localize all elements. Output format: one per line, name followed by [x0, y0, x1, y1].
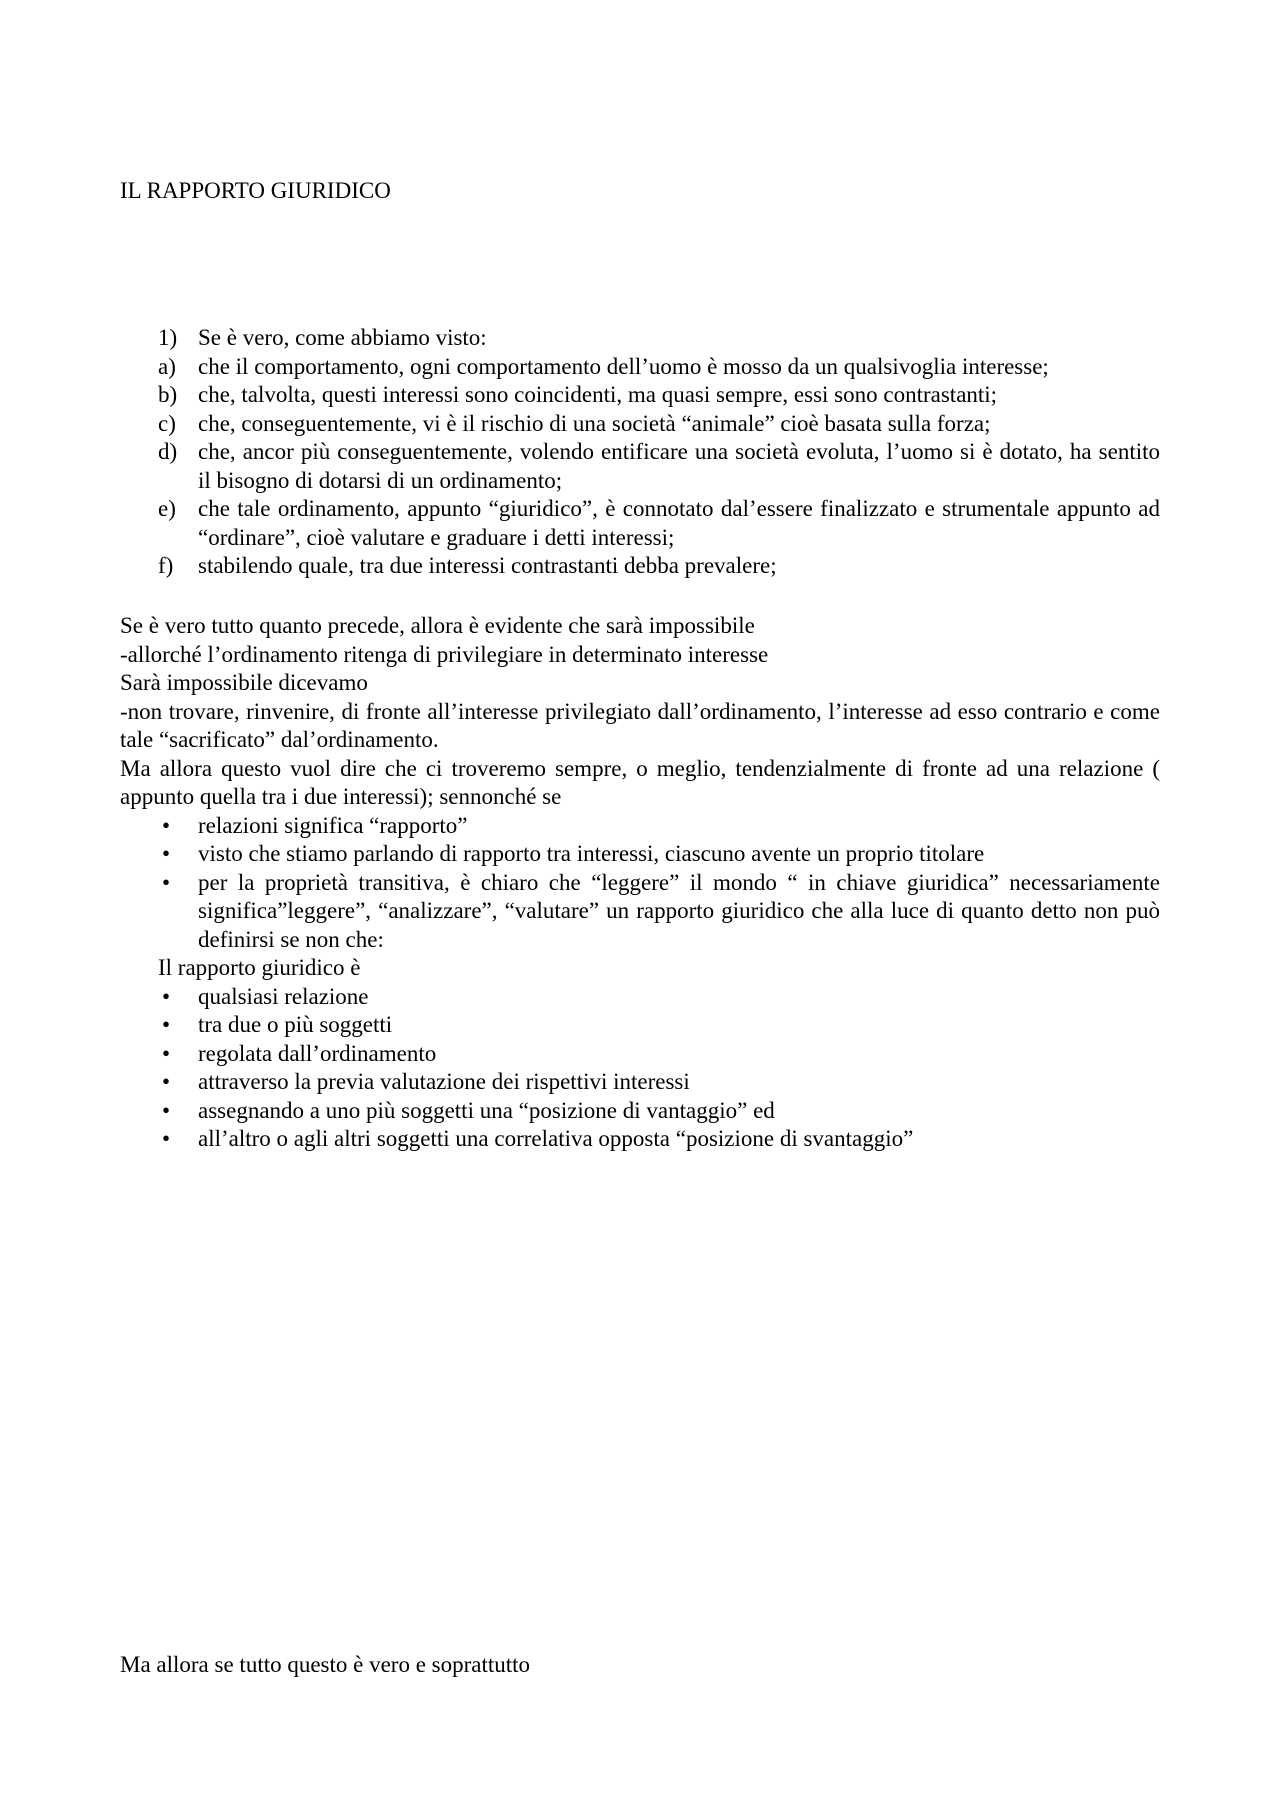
bullet-text: visto che stiamo parlando di rapporto tra interessi, ciascuno avente un proprio titolare	[198, 841, 985, 866]
list-item-text: che, conseguentemente, vi è il rischio di una società “animale” cioè basata sulla forza;	[198, 410, 991, 436]
bullet-item	[120, 1011, 1160, 1040]
bullet-item	[120, 1125, 1160, 1154]
bullet-text: regolata dall’ordinamento	[198, 1040, 437, 1066]
list-marker: 1)	[158, 325, 178, 350]
list-item	[120, 552, 1160, 581]
list-marker: d)	[158, 439, 178, 464]
list-marker: c)	[158, 410, 176, 436]
bullet-icon: •	[162, 869, 171, 895]
bullet-list-relations	[120, 812, 1160, 955]
list-item-text: che, talvolta, questi interessi sono coincidenti, ma quasi sempre, essi sono contrastanti;	[198, 382, 998, 407]
bullet-list-definition	[120, 983, 1160, 1154]
intro-list	[120, 324, 1160, 581]
list-marker: f)	[158, 553, 174, 578]
list-item-text: che tale ordinamento, appunto “giuridico”, è connotato dal’essere finalizzato e strumentale appunto ad “ordinare”, cioè valutare e graduare i detti interessi;	[198, 496, 1160, 550]
bullet-item	[120, 869, 1160, 955]
paragraph: -allorché l’ordinamento ritenga di privilegiare in determinato interesse	[120, 641, 769, 667]
bullet-item	[120, 1068, 1160, 1097]
body-text	[120, 612, 1160, 1154]
list-item	[120, 381, 1160, 410]
bullet-item	[120, 983, 1160, 1012]
bullet-text: qualsiasi relazione	[198, 983, 369, 1009]
bullet-text: all’altro o agli altri soggetti una correlativa opposta “posizione di svantaggio”	[198, 1126, 914, 1151]
list-item-text: stabilendo quale, tra due interessi contrastanti debba prevalere;	[198, 553, 777, 578]
bullet-text: tra due o più soggetti	[198, 1012, 393, 1037]
bullet-text: per la proprietà transitiva, è chiaro che “leggere” il mondo “ in chiave giuridica” necessariamente significa”leggere”, “analizzare”, “valutare” un rapporto giuridico che alla luce di quanto detto non può definirsi se non che:	[198, 869, 1160, 952]
bullet-icon: •	[162, 1097, 171, 1123]
list-item	[120, 410, 1160, 439]
list-item-text: che, ancor più conseguentemente, volendo entificare una società evoluta, l’uomo si è dotato, ha sentito il bisogno di dotarsi di un ordinamento;	[198, 439, 1160, 493]
definition-intro: Il rapporto giuridico è	[158, 955, 361, 980]
bullet-item	[120, 1040, 1160, 1069]
list-marker: b)	[158, 382, 178, 407]
bullet-item	[120, 1097, 1160, 1126]
paragraph: Ma allora questo vuol dire che ci troveremo sempre, o meglio, tendenzialmente di fronte ad una relazione ( appunto quella tra i due interessi); sennonché se	[120, 755, 1160, 809]
bullet-icon: •	[162, 983, 171, 1009]
list-item	[120, 324, 1160, 353]
list-item	[120, 495, 1160, 552]
bullet-text: relazioni significa “rapporto”	[198, 812, 468, 838]
list-item-text: che il comportamento, ogni comportamento dell’uomo è mosso da un qualsivoglia interesse;	[198, 353, 1049, 379]
bullet-icon: •	[162, 1012, 171, 1037]
list-marker: e)	[158, 496, 176, 521]
paragraph: -non trovare, rinvenire, di fronte all’interesse privilegiato dall’ordinamento, l’interesse ad esso contrario e come tale “sacrificato” dal’ordinamento.	[120, 698, 1160, 752]
list-item	[120, 438, 1160, 495]
page-title: IL RAPPORTO GIURIDICO	[120, 178, 391, 203]
bullet-item	[120, 840, 1160, 869]
closing-line: Ma allora se tutto questo è vero e soprattutto	[120, 1652, 531, 1677]
paragraph: Sarà impossibile dicevamo	[120, 670, 368, 695]
list-item	[120, 353, 1160, 382]
list-item-text: Se è vero, come abbiamo visto:	[198, 325, 487, 350]
bullet-text: attraverso la previa valutazione dei rispettivi interessi	[198, 1069, 690, 1094]
bullet-icon: •	[162, 841, 171, 866]
bullet-icon: •	[162, 1126, 171, 1151]
list-marker: a)	[158, 353, 176, 379]
bullet-icon: •	[162, 1069, 171, 1094]
bullet-item	[120, 812, 1160, 841]
bullet-icon: •	[162, 1040, 171, 1066]
bullet-icon: •	[162, 812, 171, 838]
paragraph: Se è vero tutto quanto precede, allora è evidente che sarà impossibile	[120, 613, 755, 638]
bullet-text: assegnando a uno più soggetti una “posizione di vantaggio” ed	[198, 1097, 775, 1123]
